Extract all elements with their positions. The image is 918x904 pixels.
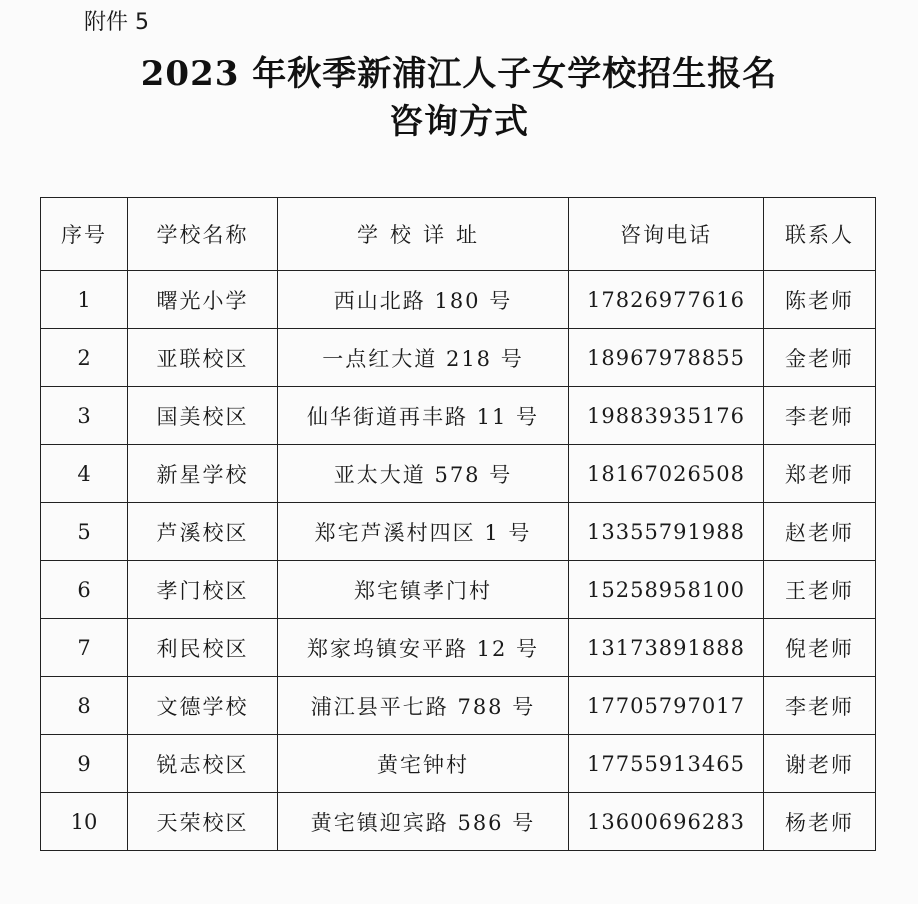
cell-address: 郑宅芦溪村四区 1 号 [278, 503, 569, 561]
header-phone: 咨询电话 [569, 198, 764, 271]
cell-contact: 赵老师 [764, 503, 876, 561]
cell-phone: 13600696283 [569, 793, 764, 851]
cell-address: 仙华街道再丰路 11 号 [278, 387, 569, 445]
cell-contact: 金老师 [764, 329, 876, 387]
cell-contact: 陈老师 [764, 271, 876, 329]
cell-address: 浦江县平七路 788 号 [278, 677, 569, 735]
table-row [41, 503, 876, 561]
cell-address: 一点红大道 218 号 [278, 329, 569, 387]
cell-school-name: 锐志校区 [128, 735, 278, 793]
cell-index: 9 [41, 735, 128, 793]
cell-index: 3 [41, 387, 128, 445]
cell-contact: 李老师 [764, 677, 876, 735]
title-line-1: 2023 年秋季新浦江人子女学校招生报名 [140, 54, 778, 94]
cell-contact: 王老师 [764, 561, 876, 619]
table-row [41, 793, 876, 851]
cell-address: 郑家坞镇安平路 12 号 [278, 619, 569, 677]
cell-school-name: 新星学校 [128, 445, 278, 503]
cell-address: 郑宅镇孝门村 [278, 561, 569, 619]
cell-school-name: 利民校区 [128, 619, 278, 677]
cell-index: 5 [41, 503, 128, 561]
cell-address: 黄宅钟村 [278, 735, 569, 793]
header-contact: 联系人 [764, 198, 876, 271]
cell-index: 10 [41, 793, 128, 851]
table-row [41, 677, 876, 735]
cell-phone: 17705797017 [569, 677, 764, 735]
attachment-label: 附件 5 [84, 10, 149, 35]
cell-phone: 18167026508 [569, 445, 764, 503]
cell-phone: 17755913465 [569, 735, 764, 793]
cell-school-name: 文德学校 [128, 677, 278, 735]
cell-index: 6 [41, 561, 128, 619]
cell-address: 黄宅镇迎宾路 586 号 [278, 793, 569, 851]
document-title [0, 50, 918, 146]
table-row [41, 329, 876, 387]
cell-phone: 17826977616 [569, 271, 764, 329]
header-school-name: 学校名称 [128, 198, 278, 271]
cell-index: 1 [41, 271, 128, 329]
cell-school-name: 天荣校区 [128, 793, 278, 851]
title-line-2: 咨询方式 [389, 102, 529, 142]
table-header-row [41, 198, 876, 271]
cell-phone: 13355791988 [569, 503, 764, 561]
cell-school-name: 孝门校区 [128, 561, 278, 619]
cell-phone: 15258958100 [569, 561, 764, 619]
header-address: 学校详址 [278, 198, 569, 271]
cell-address: 西山北路 180 号 [278, 271, 569, 329]
cell-index: 4 [41, 445, 128, 503]
cell-phone: 19883935176 [569, 387, 764, 445]
table-row [41, 387, 876, 445]
cell-index: 2 [41, 329, 128, 387]
cell-school-name: 曙光小学 [128, 271, 278, 329]
cell-index: 7 [41, 619, 128, 677]
table-row [41, 561, 876, 619]
cell-school-name: 国美校区 [128, 387, 278, 445]
cell-school-name: 亚联校区 [128, 329, 278, 387]
cell-contact: 谢老师 [764, 735, 876, 793]
table-row [41, 445, 876, 503]
cell-contact: 杨老师 [764, 793, 876, 851]
table-row [41, 619, 876, 677]
header-index: 序号 [41, 198, 128, 271]
contact-table [40, 197, 876, 851]
cell-contact: 倪老师 [764, 619, 876, 677]
cell-contact: 李老师 [764, 387, 876, 445]
cell-phone: 13173891888 [569, 619, 764, 677]
cell-address: 亚太大道 578 号 [278, 445, 569, 503]
table-row [41, 735, 876, 793]
table-row [41, 271, 876, 329]
cell-index: 8 [41, 677, 128, 735]
cell-school-name: 芦溪校区 [128, 503, 278, 561]
cell-phone: 18967978855 [569, 329, 764, 387]
cell-contact: 郑老师 [764, 445, 876, 503]
